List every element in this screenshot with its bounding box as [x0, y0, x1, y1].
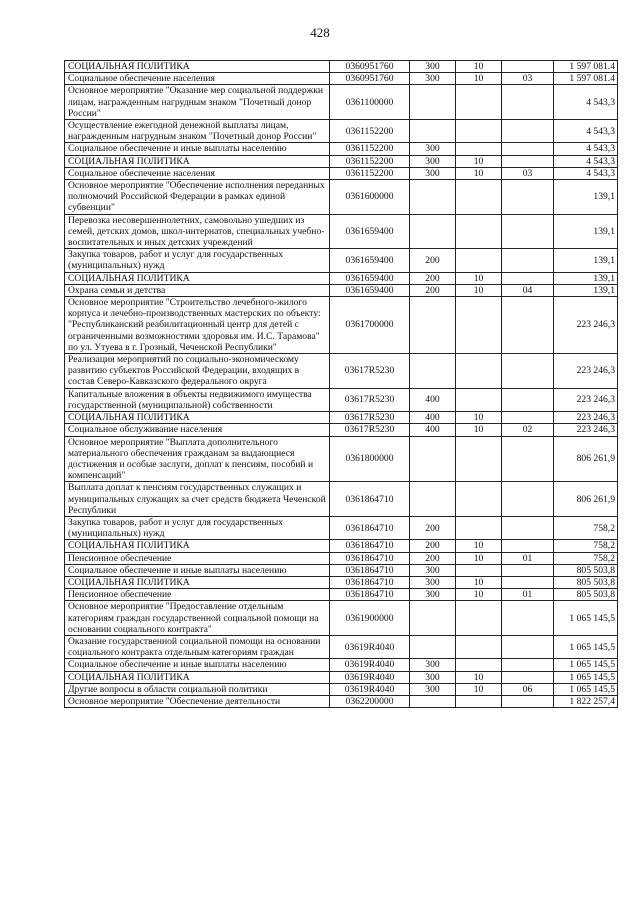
row-code-cell: 0361600000: [330, 180, 410, 215]
row-name-cell: Охрана семьи и детства: [65, 284, 330, 296]
row-sum-cell: 223 246,3: [554, 388, 618, 411]
row-sum-cell: 805 503,8: [554, 589, 618, 601]
row-code-cell: 0360951760: [330, 61, 410, 73]
row-pr-cell: [502, 272, 554, 284]
table-row: [65, 695, 618, 707]
row-rz-cell: 10: [456, 683, 502, 695]
row-code-cell: 0361864710: [330, 516, 410, 539]
row-vr-cell: 200: [410, 552, 456, 564]
row-code-cell: 0361864710: [330, 552, 410, 564]
row-rz-cell: [456, 436, 502, 482]
row-pr-cell: [502, 61, 554, 73]
row-vr-cell: [410, 120, 456, 143]
row-rz-cell: [456, 516, 502, 539]
row-sum-cell: 1 065 145,5: [554, 635, 618, 658]
table-row: [65, 424, 618, 436]
row-vr-cell: 300: [410, 167, 456, 179]
row-vr-cell: [410, 297, 456, 354]
row-sum-cell: 139,1: [554, 214, 618, 249]
row-code-cell: 03619R4040: [330, 635, 410, 658]
row-rz-cell: [456, 659, 502, 671]
row-vr-cell: 300: [410, 576, 456, 588]
table-row: [65, 540, 618, 552]
row-rz-cell: 10: [456, 155, 502, 167]
table-row: [65, 120, 618, 143]
row-pr-cell: [502, 85, 554, 120]
row-name-cell: Основное мероприятие "Обеспечение деятельности: [65, 695, 330, 707]
row-name-cell: Закупка товаров, работ и услуг для государственных (муниципальных) нужд: [65, 516, 330, 539]
row-name-cell: СОЦИАЛЬНАЯ ПОЛИТИКА: [65, 576, 330, 588]
row-code-cell: 03619R4040: [330, 659, 410, 671]
row-rz-cell: [456, 482, 502, 517]
row-rz-cell: 10: [456, 540, 502, 552]
row-name-cell: СОЦИАЛЬНАЯ ПОЛИТИКА: [65, 540, 330, 552]
row-pr-cell: [502, 671, 554, 683]
row-code-cell: 0361864710: [330, 540, 410, 552]
row-sum-cell: 1 065 145,5: [554, 683, 618, 695]
row-pr-cell: [502, 412, 554, 424]
row-code-cell: 0361700000: [330, 297, 410, 354]
table-row: [65, 482, 618, 517]
row-sum-cell: 139,1: [554, 249, 618, 272]
row-name-cell: СОЦИАЛЬНАЯ ПОЛИТИКА: [65, 272, 330, 284]
row-sum-cell: 139,1: [554, 180, 618, 215]
row-name-cell: Основное мероприятие "Оказание мер социальной поддержки лицам, награжденным нагрудным знаком "Почетный донор России": [65, 85, 330, 120]
row-name-cell: Социальное обеспечение и иные выплаты населению: [65, 564, 330, 576]
row-pr-cell: 02: [502, 424, 554, 436]
row-pr-cell: [502, 214, 554, 249]
row-pr-cell: 01: [502, 589, 554, 601]
row-code-cell: 0361659400: [330, 284, 410, 296]
row-code-cell: 03617R5230: [330, 388, 410, 411]
row-rz-cell: [456, 214, 502, 249]
row-sum-cell: 223 246,3: [554, 297, 618, 354]
row-pr-cell: [502, 695, 554, 707]
row-pr-cell: 03: [502, 167, 554, 179]
row-rz-cell: 10: [456, 412, 502, 424]
row-vr-cell: [410, 214, 456, 249]
table-row: [65, 73, 618, 85]
table-row: [65, 143, 618, 155]
row-name-cell: Капитальные вложения в объекты недвижимого имущества государственной (муниципальной) собственности: [65, 388, 330, 411]
row-name-cell: Пенсионное обеспечение: [65, 552, 330, 564]
row-name-cell: СОЦИАЛЬНАЯ ПОЛИТИКА: [65, 61, 330, 73]
row-rz-cell: 10: [456, 61, 502, 73]
row-pr-cell: [502, 249, 554, 272]
row-vr-cell: 200: [410, 540, 456, 552]
table-row: [65, 601, 618, 636]
row-sum-cell: 4 543,3: [554, 85, 618, 120]
row-name-cell: СОЦИАЛЬНАЯ ПОЛИТИКА: [65, 671, 330, 683]
row-vr-cell: 300: [410, 73, 456, 85]
row-vr-cell: [410, 635, 456, 658]
row-name-cell: Перевозка несовершеннолетних, самовольно ушедших из семей, детских домов, школ-интернатов, специальных учебно-воспитательных и иных детских учреждений: [65, 214, 330, 249]
row-sum-cell: 4 543,3: [554, 143, 618, 155]
row-pr-cell: 04: [502, 284, 554, 296]
table-row: [65, 436, 618, 482]
table-row: [65, 412, 618, 424]
row-rz-cell: [456, 601, 502, 636]
row-code-cell: 0361800000: [330, 436, 410, 482]
budget-table-body: [65, 61, 618, 708]
table-row: [65, 214, 618, 249]
row-sum-cell: 806 261,9: [554, 482, 618, 517]
row-code-cell: 03617R5230: [330, 412, 410, 424]
row-sum-cell: 1 065 145,5: [554, 659, 618, 671]
row-pr-cell: 06: [502, 683, 554, 695]
row-pr-cell: [502, 576, 554, 588]
row-vr-cell: [410, 180, 456, 215]
row-rz-cell: [456, 297, 502, 354]
row-code-cell: 03617R5230: [330, 424, 410, 436]
row-vr-cell: 200: [410, 249, 456, 272]
row-name-cell: Выплата доплат к пенсиям государственных служащих и муниципальных служащих за счет средств бюджета Чеченской Республики: [65, 482, 330, 517]
row-code-cell: 0361659400: [330, 249, 410, 272]
row-code-cell: 0361152200: [330, 143, 410, 155]
row-rz-cell: 10: [456, 671, 502, 683]
table-row: [65, 671, 618, 683]
row-rz-cell: 10: [456, 589, 502, 601]
row-rz-cell: [456, 143, 502, 155]
row-vr-cell: 200: [410, 516, 456, 539]
row-pr-cell: [502, 120, 554, 143]
row-sum-cell: 1 822 257,4: [554, 695, 618, 707]
row-pr-cell: [502, 180, 554, 215]
row-pr-cell: [502, 564, 554, 576]
row-rz-cell: 10: [456, 73, 502, 85]
row-name-cell: Основное мероприятие "Строительство лечебного-жилого корпуса и лечебно-производственных мастерских по объекту: "Республиканский реабилитационный центр для детей с ограниченными возможностями здоровья им. И.С. Тарамова" по ул. Утуева в г. Грозный, Чеченской Республики": [65, 297, 330, 354]
row-code-cell: 0361864710: [330, 564, 410, 576]
row-pr-cell: [502, 540, 554, 552]
row-code-cell: 0361864710: [330, 482, 410, 517]
table-row: [65, 155, 618, 167]
row-code-cell: 0361900000: [330, 601, 410, 636]
row-name-cell: Социальное обеспечение населения: [65, 73, 330, 85]
row-code-cell: 0361100000: [330, 85, 410, 120]
row-sum-cell: 223 246,3: [554, 354, 618, 389]
row-rz-cell: [456, 354, 502, 389]
row-sum-cell: 805 503,8: [554, 564, 618, 576]
row-vr-cell: 400: [410, 388, 456, 411]
row-code-cell: 0361659400: [330, 214, 410, 249]
row-sum-cell: 223 246,3: [554, 424, 618, 436]
row-sum-cell: 4 543,3: [554, 120, 618, 143]
row-rz-cell: [456, 564, 502, 576]
row-sum-cell: 139,1: [554, 272, 618, 284]
row-code-cell: 0361864710: [330, 576, 410, 588]
row-sum-cell: 1 065 145,5: [554, 601, 618, 636]
row-rz-cell: [456, 635, 502, 658]
table-row: [65, 297, 618, 354]
table-row: [65, 589, 618, 601]
table-row: [65, 167, 618, 179]
table-row: [65, 564, 618, 576]
row-code-cell: 0361152200: [330, 120, 410, 143]
row-vr-cell: [410, 601, 456, 636]
row-code-cell: 0361864710: [330, 589, 410, 601]
row-name-cell: Основное мероприятие "Обеспечение исполнения переданных полномочий Российской Федерации в рамках единой субвенции": [65, 180, 330, 215]
row-vr-cell: 400: [410, 412, 456, 424]
row-name-cell: Социальное обеспечение населения: [65, 167, 330, 179]
row-sum-cell: 758,2: [554, 516, 618, 539]
row-sum-cell: 1 597 081.4: [554, 61, 618, 73]
row-name-cell: Социальное обслуживание населения: [65, 424, 330, 436]
row-pr-cell: [502, 143, 554, 155]
row-vr-cell: [410, 436, 456, 482]
row-name-cell: Другие вопросы в области социальной политики: [65, 683, 330, 695]
row-sum-cell: 139,1: [554, 284, 618, 296]
table-row: [65, 85, 618, 120]
table-row: [65, 635, 618, 658]
table-row: [65, 61, 618, 73]
row-code-cell: 0361152200: [330, 167, 410, 179]
row-name-cell: Социальное обеспечение и иные выплаты населению: [65, 659, 330, 671]
row-vr-cell: 300: [410, 61, 456, 73]
row-name-cell: СОЦИАЛЬНАЯ ПОЛИТИКА: [65, 412, 330, 424]
row-vr-cell: 300: [410, 589, 456, 601]
row-pr-cell: [502, 436, 554, 482]
row-code-cell: 0361152200: [330, 155, 410, 167]
table-row: [65, 354, 618, 389]
row-pr-cell: [502, 155, 554, 167]
row-code-cell: 0361659400: [330, 272, 410, 284]
row-vr-cell: 300: [410, 671, 456, 683]
row-rz-cell: 10: [456, 424, 502, 436]
budget-table: [64, 60, 618, 708]
row-pr-cell: [502, 635, 554, 658]
row-sum-cell: 806 261,9: [554, 436, 618, 482]
row-vr-cell: 300: [410, 143, 456, 155]
row-pr-cell: 01: [502, 552, 554, 564]
row-name-cell: СОЦИАЛЬНАЯ ПОЛИТИКА: [65, 155, 330, 167]
row-pr-cell: [502, 601, 554, 636]
row-vr-cell: [410, 354, 456, 389]
row-sum-cell: 758,2: [554, 552, 618, 564]
row-code-cell: 0362200000: [330, 695, 410, 707]
row-vr-cell: 400: [410, 424, 456, 436]
table-row: [65, 683, 618, 695]
row-rz-cell: 10: [456, 552, 502, 564]
row-name-cell: Основное мероприятие "Выплата дополнительного материального обеспечения гражданам за выдающиеся достижения и особые заслуги, доплат к пенсиям, пособий и компенсаций": [65, 436, 330, 482]
row-rz-cell: [456, 85, 502, 120]
row-pr-cell: [502, 659, 554, 671]
table-row: [65, 249, 618, 272]
table-row: [65, 180, 618, 215]
row-pr-cell: [502, 388, 554, 411]
row-sum-cell: 223 246,3: [554, 412, 618, 424]
row-name-cell: Реализация мероприятий по социально-экономическому развитию субъектов Российской Федерации, входящих в состав Северо-Кавказского федерального округа: [65, 354, 330, 389]
table-row: [65, 576, 618, 588]
row-rz-cell: [456, 180, 502, 215]
row-pr-cell: [502, 482, 554, 517]
row-vr-cell: 200: [410, 284, 456, 296]
row-code-cell: 03617R5230: [330, 354, 410, 389]
table-row: [65, 284, 618, 296]
row-pr-cell: [502, 516, 554, 539]
table-row: [65, 659, 618, 671]
row-sum-cell: 805 503,8: [554, 576, 618, 588]
row-vr-cell: 300: [410, 683, 456, 695]
row-sum-cell: 4 543,3: [554, 155, 618, 167]
row-sum-cell: 4 543,3: [554, 167, 618, 179]
table-row: [65, 516, 618, 539]
row-rz-cell: [456, 388, 502, 411]
row-vr-cell: 300: [410, 659, 456, 671]
row-rz-cell: 10: [456, 272, 502, 284]
row-vr-cell: [410, 85, 456, 120]
row-code-cell: 0360951760: [330, 73, 410, 85]
row-sum-cell: 1 065 145,5: [554, 671, 618, 683]
row-name-cell: Пенсионное обеспечение: [65, 589, 330, 601]
row-name-cell: Осуществление ежегодной денежной выплаты лицам, награжденным нагрудным знаком "Почетный донор России": [65, 120, 330, 143]
row-vr-cell: 300: [410, 564, 456, 576]
row-code-cell: 03619R4040: [330, 683, 410, 695]
row-rz-cell: [456, 120, 502, 143]
row-name-cell: Основное мероприятие "Предоставление отдельным категориям граждан государственной социальной помощи на основании социального контракта": [65, 601, 330, 636]
table-row: [65, 272, 618, 284]
row-rz-cell: 10: [456, 167, 502, 179]
row-vr-cell: 300: [410, 155, 456, 167]
page-number: 428: [310, 25, 330, 40]
row-rz-cell: [456, 249, 502, 272]
row-name-cell: Социальное обеспечение и иные выплаты населению: [65, 143, 330, 155]
table-row: [65, 388, 618, 411]
row-sum-cell: 758,2: [554, 540, 618, 552]
row-rz-cell: 10: [456, 576, 502, 588]
row-pr-cell: [502, 297, 554, 354]
row-code-cell: 03619R4040: [330, 671, 410, 683]
row-vr-cell: 200: [410, 272, 456, 284]
row-vr-cell: [410, 482, 456, 517]
row-rz-cell: [456, 695, 502, 707]
row-name-cell: Оказание государственной социальной помощи на основании социального контракта отдельным категориям граждан: [65, 635, 330, 658]
row-name-cell: Закупка товаров, работ и услуг для государственных (муниципальных) нужд: [65, 249, 330, 272]
row-pr-cell: [502, 354, 554, 389]
row-sum-cell: 1 597 081.4: [554, 73, 618, 85]
row-rz-cell: 10: [456, 284, 502, 296]
row-pr-cell: 03: [502, 73, 554, 85]
table-row: [65, 552, 618, 564]
row-vr-cell: [410, 695, 456, 707]
